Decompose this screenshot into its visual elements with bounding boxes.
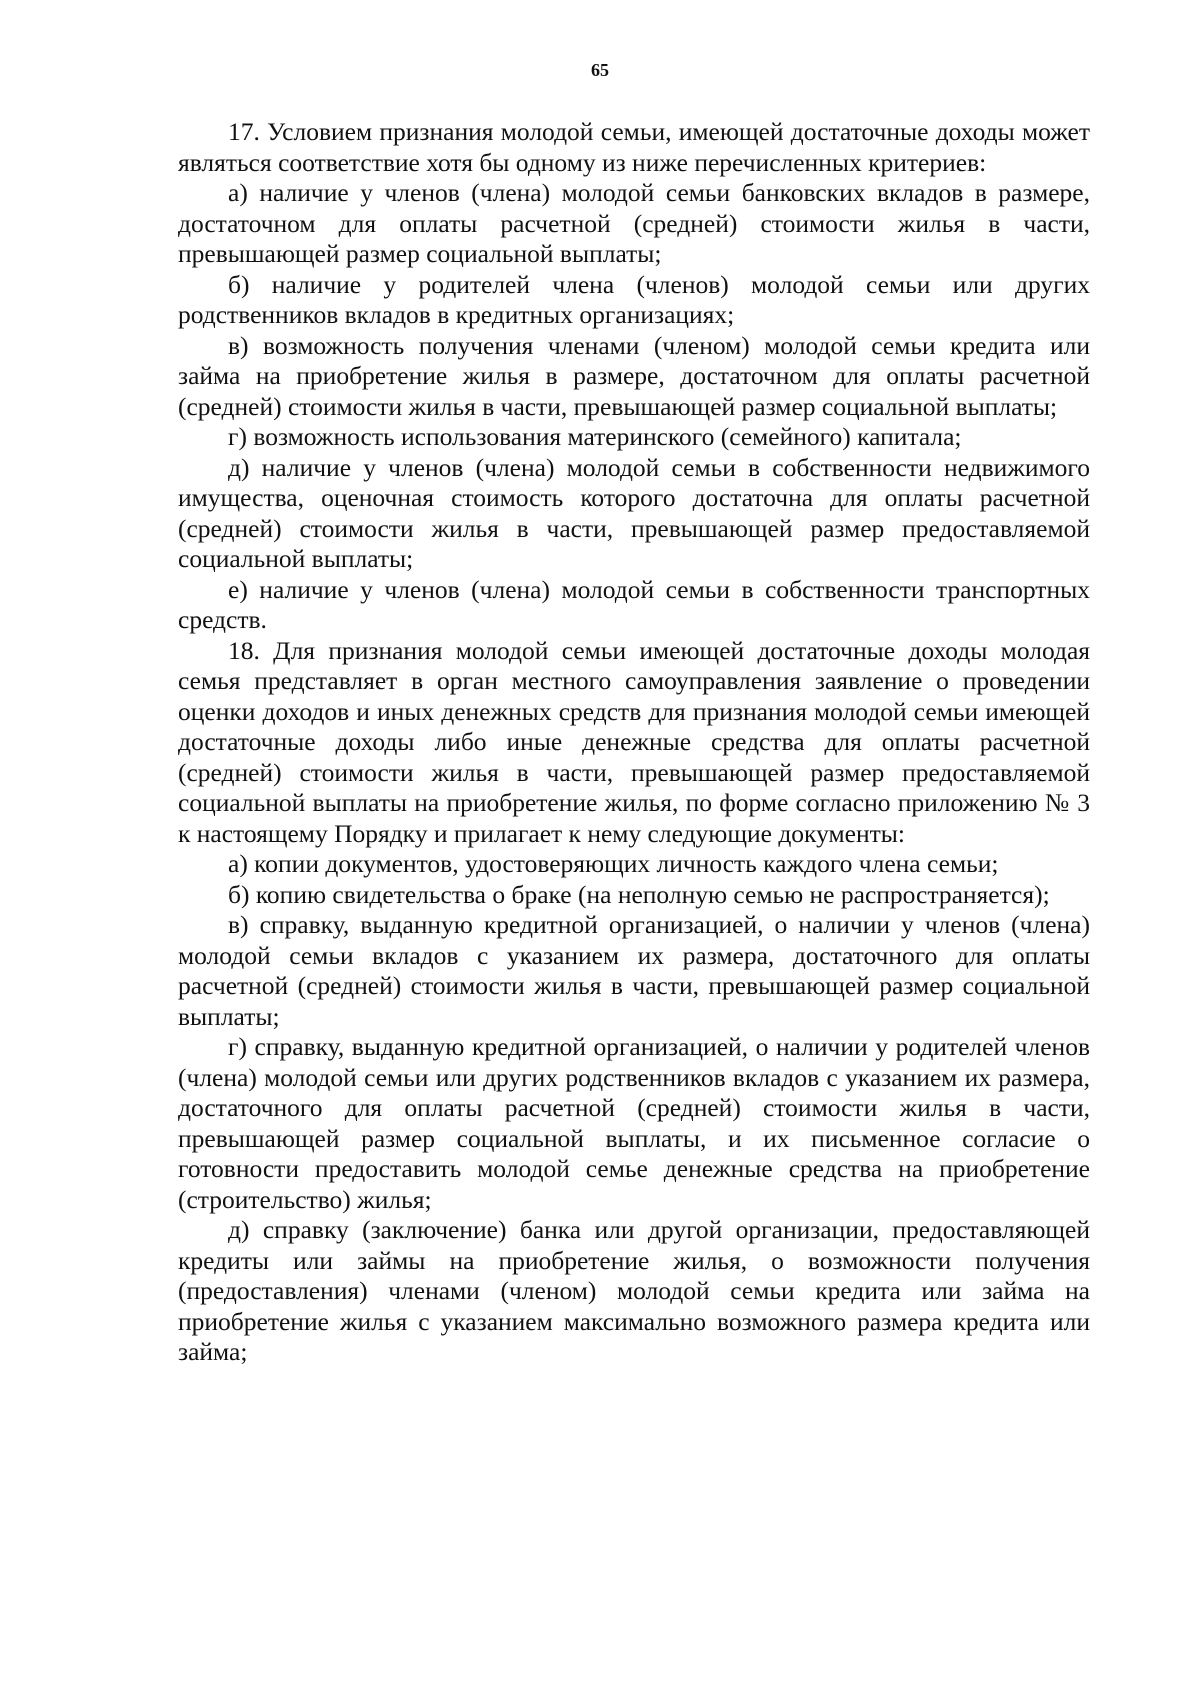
paragraph-18-v: в) справку, выданную кредитной организацией, о наличии у членов (члена) молодой семьи вкладов с указанием их размера, достаточного для оплаты расчетной (средней) стоимости жилья в части, превышающей размер социальной выплаты; bbox=[178, 910, 1090, 1031]
paragraph-17: 17. Условием признания молодой семьи, имеющей достаточные доходы может являться соответствие хотя бы одному из ниже перечисленных критериев: bbox=[178, 117, 1090, 177]
paragraph-18-g: г) справку, выданную кредитной организацией, о наличии у родителей членов (члена) молодой семьи или других родственников вкладов с указанием их размера, достаточного для оплаты расчетной (средней) стоимости жилья в части, превышающей размер социальной выплаты, и их письменное согласие о готовности предоставить молодой семье денежные средства на приобретение (строительство) жилья; bbox=[178, 1032, 1090, 1214]
paragraph-17-g: г) возможность использования материнского (семейного) капитала; bbox=[228, 422, 962, 451]
paragraph-18: 18. Для признания молодой семьи имеющей достаточные доходы молодая семья представляет в орган местного самоуправления заявление о проведении оценки доходов и иных денежных средств для признания молодой семьи имеющей достаточные доходы либо иные денежные средства для оплаты расчетной (средней) стоимости жилья в части, превышающей размер предоставляемой социальной выплаты на приобретение жилья, по форме согласно приложению № 3 к настоящему Порядку и прилагает к нему следующие документы: bbox=[178, 635, 1090, 848]
paragraph-17-v: в) возможность получения членами (членом) молодой семьи кредита или займа на приобретение жилья в размере, достаточном для оплаты расчетной (средней) стоимости жилья в части, превышающей размер социальной выплаты; bbox=[178, 330, 1090, 421]
paragraph-17-a: а) наличие у членов (члена) молодой семьи банковских вкладов в размере, достаточном для оплаты расчетной (средней) стоимости жилья в части, превышающей размер социальной выплаты; bbox=[178, 178, 1090, 268]
page-number: 65 bbox=[591, 60, 609, 80]
document-body bbox=[178, 117, 1090, 1368]
paragraph-17-d: д) наличие у членов (члена) молодой семьи в собственности недвижимого имущества, оценочная стоимость которого достаточна для оплаты расчетной (средней) стоимости жилья в части, превышающей размер предоставляемой социальной выплаты; bbox=[178, 452, 1090, 573]
paragraph-18-d: д) справку (заключение) банка или другой организации, предоставляющей кредиты или займы на приобретение жилья, о возможности получения (предоставления) членами (членом) молодой семьи кредита или займа на приобретение жилья с указанием максимально возможного размера кредита или займа; bbox=[178, 1215, 1090, 1366]
paragraph-18-b: б) копию свидетельства о браке (на неполную семью не распространяется); bbox=[228, 879, 1050, 909]
paragraph-18-a: а) копии документов, удостоверяющих личность каждого члена семьи; bbox=[228, 849, 999, 878]
paragraph-17-b: б) наличие у родителей члена (членов) молодой семьи или других родственников вкладов в кредитных организациях; bbox=[178, 269, 1090, 329]
paragraph-17-e: е) наличие у членов (члена) молодой семьи в собственности транспортных средств. bbox=[178, 574, 1090, 634]
